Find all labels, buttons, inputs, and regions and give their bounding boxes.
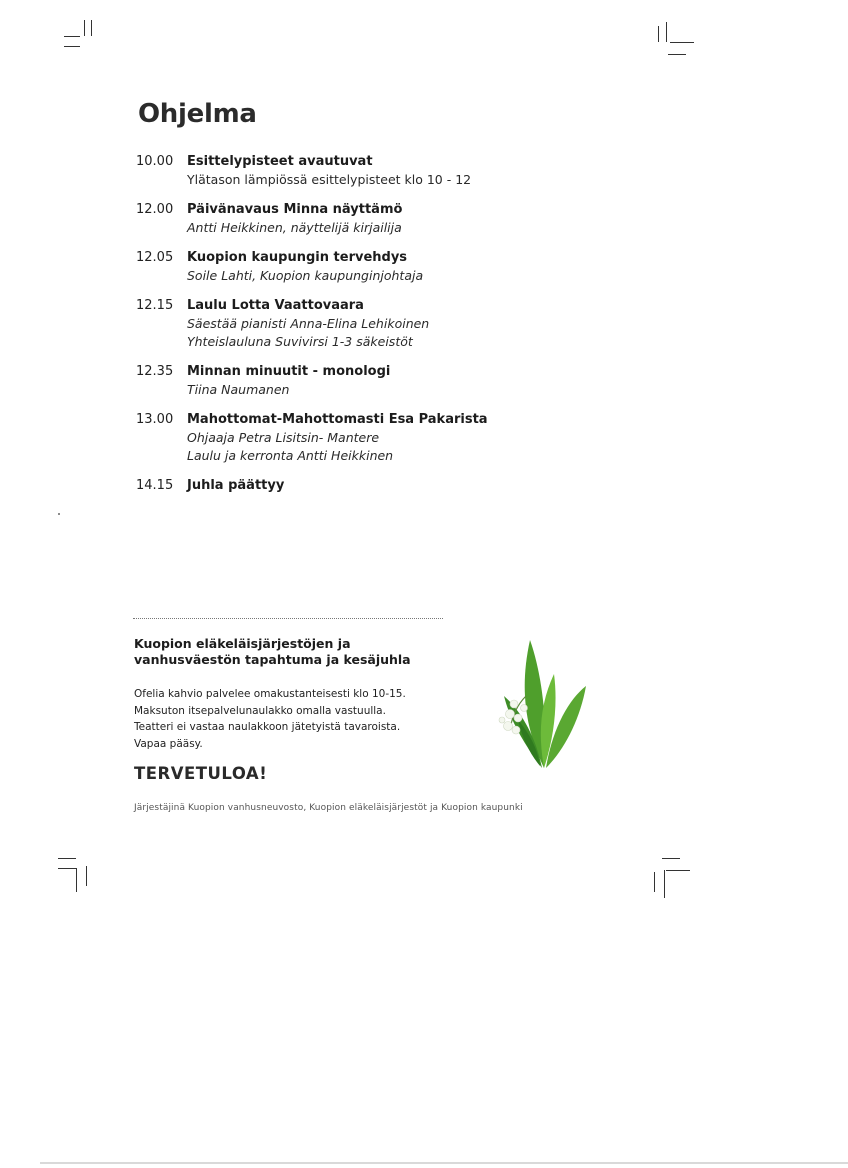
- entry-time: 12.15: [136, 298, 174, 313]
- crop-mark-top-right: [670, 42, 694, 43]
- lily-of-the-valley-icon: [488, 634, 588, 772]
- program-list: [136, 152, 656, 506]
- crop-mark-top-right: [658, 26, 659, 42]
- crop-mark-top-left: [91, 20, 92, 36]
- program-entry: [136, 362, 656, 399]
- entry-detail: Yhteislauluna Suvivirsi 1-3 säkeistöt: [187, 334, 413, 349]
- entry-heading: Mahottomat-Mahottomasti Esa Pakarista: [187, 412, 488, 427]
- info-line: Vapaa pääsy.: [134, 737, 203, 750]
- crop-mark-bottom-left: [86, 866, 87, 886]
- crop-mark-bottom-left: [58, 858, 76, 859]
- event-info: [134, 686, 406, 752]
- program-entry: [136, 200, 656, 237]
- info-line: Maksuton itsepalvelunaulakko omalla vastuulla.: [134, 704, 386, 717]
- entry-heading: Päivänavaus Minna näyttämö: [187, 202, 403, 217]
- crop-mark-bottom-right: [664, 870, 665, 898]
- crop-mark-top-right: [668, 54, 686, 55]
- program-entry: [136, 296, 656, 351]
- crop-mark-bottom-left: [76, 868, 77, 892]
- program-entry: [136, 152, 656, 189]
- entry-time: 13.00: [136, 412, 174, 427]
- entry-heading: Esittelypisteet avautuvat: [187, 154, 373, 169]
- entry-detail: Laulu ja kerronta Antti Heikkinen: [187, 448, 394, 463]
- program-entry: [136, 476, 656, 495]
- scan-speck: [58, 513, 60, 515]
- entry-time: 14.15: [136, 478, 174, 493]
- program-entry: [136, 248, 656, 285]
- event-title-line: Kuopion eläkeläisjärjestöjen ja: [134, 636, 351, 651]
- entry-detail: Tiina Naumanen: [187, 382, 290, 397]
- crop-mark-top-left: [64, 46, 80, 47]
- entry-time: 12.00: [136, 202, 174, 217]
- info-line: Teatteri ei vastaa naulakkoon jätetyistä tavaroista.: [134, 721, 401, 733]
- crop-mark-top-left: [84, 20, 85, 36]
- entry-time: 12.35: [136, 364, 174, 379]
- crop-mark-bottom-left: [58, 868, 76, 869]
- crop-mark-top-left: [64, 36, 80, 37]
- entry-heading: Kuopion kaupungin tervehdys: [187, 250, 408, 265]
- organizers-text: Järjestäjinä Kuopion vanhusneuvosto, Kuopion eläkeläisjärjestöt ja Kuopion kaupunki: [134, 803, 523, 813]
- entry-detail: Ylätason lämpiössä esittelypisteet klo 10 - 12: [187, 172, 472, 187]
- entry-heading: Laulu Lotta Vaattovaara: [187, 298, 364, 313]
- crop-mark-bottom-right: [662, 858, 680, 859]
- dotted-divider: [133, 618, 443, 619]
- entry-detail: Soile Lahti, Kuopion kaupunginjohtaja: [187, 268, 424, 283]
- entry-heading: Minnan minuutit - monologi: [187, 364, 391, 379]
- event-title-line: vanhusväestön tapahtuma ja kesäjuhla: [134, 652, 411, 667]
- entry-time: 12.05: [136, 250, 174, 265]
- program-entry: [136, 410, 656, 465]
- crop-mark-top-right: [666, 22, 667, 42]
- welcome-heading: TERVETULOA!: [134, 764, 268, 783]
- entry-time: 10.00: [136, 154, 174, 169]
- scan-edge: [40, 1162, 848, 1164]
- crop-mark-bottom-right: [654, 872, 655, 892]
- crop-mark-bottom-right: [666, 870, 690, 871]
- entry-detail: Säestää pianisti Anna-Elina Lehikoinen: [187, 316, 430, 331]
- entry-detail: Antti Heikkinen, näyttelijä kirjailija: [187, 220, 402, 235]
- info-line: Ofelia kahvio palvelee omakustanteisesti klo 10-15.: [134, 688, 406, 700]
- page-title: Ohjelma: [138, 99, 257, 129]
- entry-detail: Ohjaaja Petra Lisitsin- Mantere: [187, 430, 380, 445]
- event-title: [134, 636, 411, 668]
- entry-heading: Juhla päättyy: [187, 478, 285, 493]
